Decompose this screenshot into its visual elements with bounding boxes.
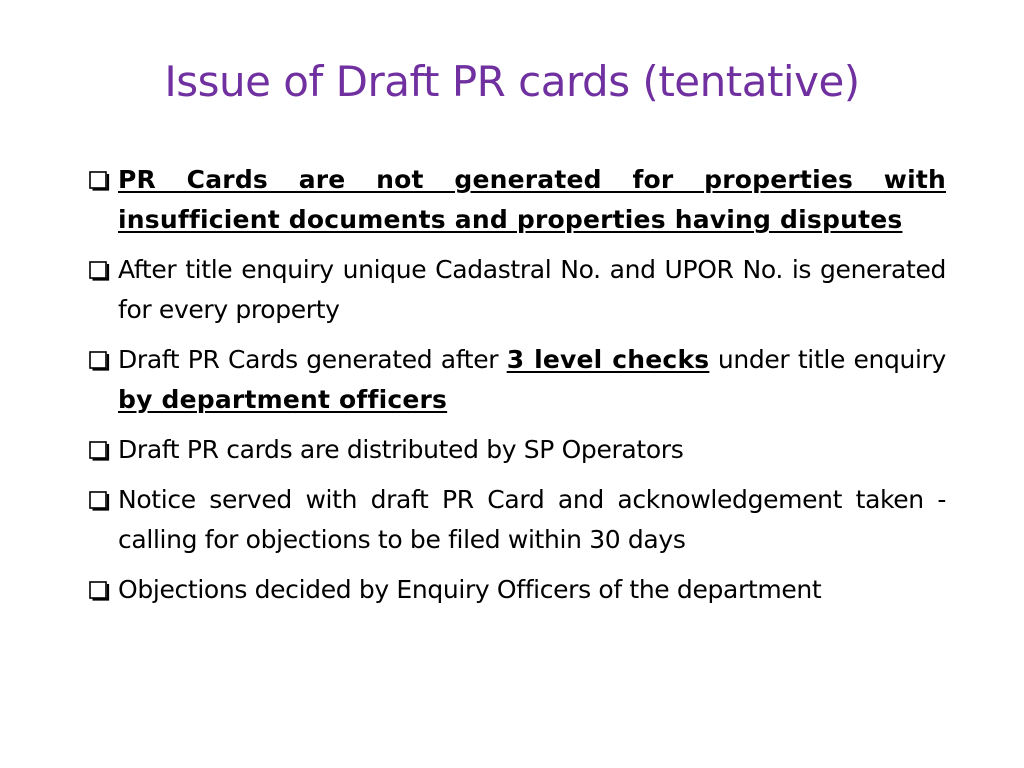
hollow-square-bullet-icon xyxy=(88,580,110,602)
bullet-text: After title enquiry unique Cadastral No. and UPOR No. is generated for every property xyxy=(118,255,946,324)
bullet-text: Objections decided by Enquiry Officers of the department xyxy=(118,575,822,604)
hollow-square-bullet-icon xyxy=(88,490,110,512)
bullet-item xyxy=(82,480,946,560)
hollow-square-bullet-icon xyxy=(88,170,110,192)
bullet-text: Notice served with draft PR Card and acknowledgement taken - calling for objections to be filed within 30 days xyxy=(118,485,946,554)
bullet-emphasis-text: by department officers xyxy=(118,385,448,414)
slide-title: Issue of Draft PR cards (tentative) xyxy=(164,57,860,106)
bullet-text: under title enquiry xyxy=(709,345,946,374)
bullet-text: Draft PR cards are distributed by SP Operators xyxy=(118,435,684,464)
bullet-item xyxy=(82,250,946,330)
hollow-square-bullet-icon xyxy=(88,260,110,282)
hollow-square-bullet-icon xyxy=(88,440,110,462)
bullet-text: Draft PR Cards generated after xyxy=(118,345,507,374)
bullet-item xyxy=(82,570,946,610)
bullet-emphasis-text: 3 level checks xyxy=(506,345,710,374)
bullet-list xyxy=(82,160,946,620)
bullet-item xyxy=(82,430,946,470)
bullet-item xyxy=(82,340,946,420)
bullet-emphasis-text: PR Cards are not generated for properties with insufficient documents and properties having disputes xyxy=(118,165,946,234)
hollow-square-bullet-icon xyxy=(88,350,110,372)
bullet-item xyxy=(82,160,946,240)
